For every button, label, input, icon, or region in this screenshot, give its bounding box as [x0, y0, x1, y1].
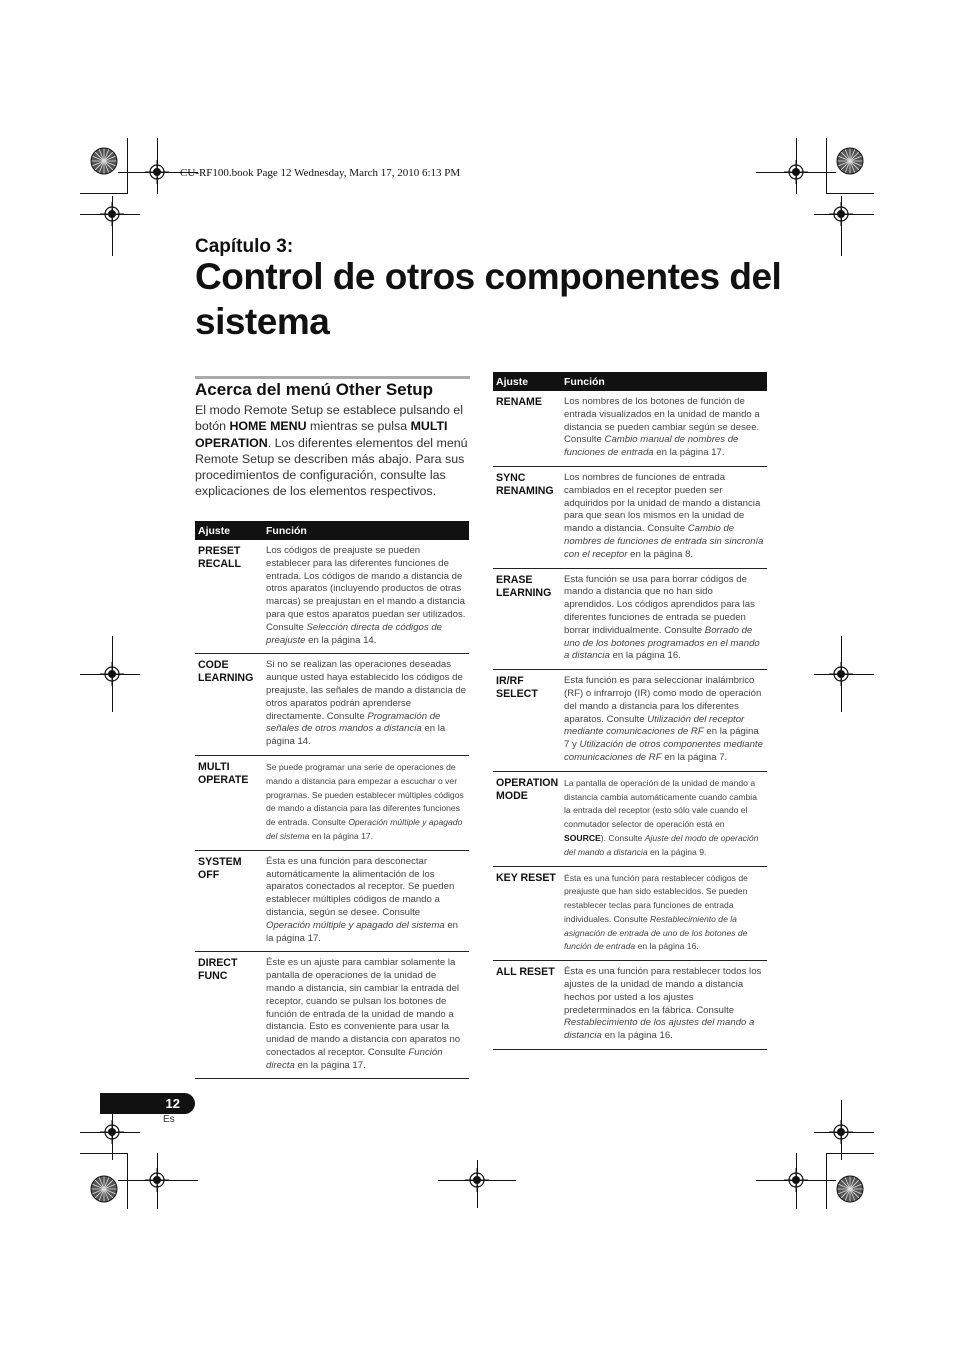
registration-target-icon: [829, 1120, 853, 1144]
cross-reference: Operación múltiple y apagado del sistema: [266, 817, 463, 841]
bold-text: SOURCE: [564, 832, 601, 843]
description-text: [564, 574, 760, 662]
crop-mark: [826, 1153, 827, 1209]
text-run: en la página 17.: [309, 830, 374, 841]
description-text: [266, 856, 458, 944]
registration-target-icon: [829, 662, 853, 686]
table-header-row: [493, 372, 767, 391]
text-run: Los nombres de los botones de función de entrada visualizados en la unidad de mando a distancia se pueden cambiar según se desee. Consulte: [564, 396, 760, 446]
setting-name: ERASE LEARNING: [493, 568, 561, 670]
setting-name: CODE LEARNING: [195, 654, 263, 756]
table-row: [493, 670, 767, 772]
text-run: en la página 14.: [266, 723, 446, 748]
text-run: Ésta es una función para desconectar automáticamente la alimentación de los aparatos conectados al receptor. Se pueden establecer múltiples códigos de mando a distancia, según se desee. Consulte: [266, 855, 455, 918]
text-run: Los nombres de funciones de entrada cambiados en el receptor pueden ser adquiridos por la unidad de mando a distancia para que sean los mismos en la unidad de mando a distancia. Consulte: [564, 471, 761, 535]
starburst-mark-icon: [835, 146, 865, 176]
description-text: [564, 873, 748, 952]
cross-reference: Utilización de otros componentes mediante comunicaciones de RF: [564, 739, 763, 763]
column-header-function: Función: [561, 372, 767, 391]
description-text: [266, 659, 466, 747]
text-run: Esta función se usa para borrar códigos de mando a distancia que no han sido aprendidos. Los códigos aprendidos para las diferentes funciones de entrada se pueden borrar individualmente. Consulte: [564, 573, 755, 636]
table-row: [493, 771, 767, 866]
text-run: Esta función es para seleccionar inalámbrico (RF) o infrarrojo (IR) como modo de operación del mando a distancia para los diferentes aparatos. Consulte: [564, 675, 762, 725]
cross-reference: Cambio manual de nombres de funciones de entrada: [564, 434, 739, 459]
table-row: [195, 850, 469, 952]
registration-target-icon: [145, 1168, 169, 1192]
table-row: [493, 391, 767, 466]
setting-description: [561, 670, 767, 772]
crop-mark: [127, 1153, 128, 1209]
starburst-mark-icon: [89, 146, 119, 176]
text-run: Ésta es una función para restablecer todos los ajustes de la unidad de mando a distancia hechos por usted a los ajustes predeterminados en la fábrica. Consulte: [564, 966, 762, 1016]
cross-reference: Función directa: [266, 1046, 443, 1071]
registration-target-icon: [784, 160, 808, 184]
setting-name: ALL RESET: [493, 961, 561, 1050]
setting-description: [561, 771, 767, 866]
setting-description: [561, 568, 767, 670]
registration-target-icon: [145, 160, 169, 184]
settings-table-left: [195, 521, 469, 1079]
page-language: Es: [163, 1114, 175, 1125]
text-run: mientras se pulsa: [306, 419, 411, 434]
chapter-label: Capítulo 3:: [195, 236, 294, 257]
table-row: [195, 654, 469, 756]
table-row: [195, 755, 469, 850]
section-intro: [195, 402, 471, 500]
bold-text: MULTI OPERATION: [195, 419, 448, 450]
column-header-function: Función: [263, 521, 469, 540]
text-run: en la página 17.: [294, 1059, 366, 1071]
description-text: [266, 957, 460, 1070]
description-text: [266, 762, 464, 841]
page-number-tab: [100, 1093, 195, 1114]
text-run: en la página 17.: [266, 919, 458, 944]
page-number: 12: [165, 1096, 180, 1111]
description-text: [564, 675, 763, 763]
setting-name: DIRECT FUNC: [195, 952, 263, 1079]
description-text: [564, 778, 758, 857]
setting-description: [561, 961, 767, 1050]
setting-name: SYSTEM OFF: [195, 850, 263, 952]
crop-mark: [826, 1153, 874, 1154]
text-run: . Los diferentes elementos del menú Remote Setup se describen más abajo. Para sus procedimientos de configuración, consulte las explicaciones de los elementos respectivos.: [195, 435, 468, 499]
description-text: [564, 472, 763, 560]
table-row: [493, 568, 767, 670]
registration-target-icon: [784, 1168, 808, 1192]
text-run: en la página 17.: [653, 447, 725, 459]
text-run: El modo Remote Setup se establece pulsando el botón: [195, 403, 463, 434]
setting-description: [263, 755, 469, 850]
chapter-title: Control de otros componentes del sistema: [195, 256, 782, 342]
crop-mark: [127, 138, 128, 194]
crop-mark: [80, 1153, 128, 1154]
table-row: [493, 961, 767, 1050]
setting-description: [561, 391, 767, 466]
text-run: en la página 7.: [661, 751, 728, 763]
text-run: Ésta es una función para restablecer códigos de preajuste que han sido establecidos. Se pueden restablecer teclas para funciones de entrada individuales. Consulte: [564, 872, 748, 924]
setting-description: [263, 850, 469, 952]
table-row: [195, 540, 469, 654]
setting-name: KEY RESET: [493, 866, 561, 961]
cross-reference: Restablecimiento de la asignación de entrada de uno de los botones de función de entrada: [564, 913, 748, 952]
text-run: Si no se realizan las operaciones deseadas aunque usted haya establecido los códigos de preajuste, las señales de mando a distancia de otros aparatos podrán aprenderse directamente. Consulte: [266, 659, 466, 722]
table-row: [493, 466, 767, 568]
setting-name: RENAME: [493, 391, 561, 466]
text-run: ). Consulte: [600, 832, 645, 843]
column-header-setting: Ajuste: [195, 521, 263, 540]
setting-name: IR/RF SELECT: [493, 670, 561, 772]
section-rule: [195, 376, 470, 379]
text-run: en la página 14.: [305, 634, 377, 646]
bold-text: HOME MENU: [229, 419, 307, 434]
description-text: [266, 545, 465, 646]
text-run: Se puede programar una serie de operaciones de mando a distancia para empezar a escuchar o ver programas. Se pueden establecer múltiples códigos de mando a distancia para las diferentes funciones de entrada. Consulte: [266, 761, 464, 828]
text-run: en la página 16.: [601, 1030, 673, 1042]
cross-reference: Utilización del receptor mediante comunicaciones de RF: [564, 713, 745, 738]
setting-description: [263, 540, 469, 654]
setting-description: [263, 952, 469, 1079]
settings-table-right: [493, 372, 767, 1050]
setting-description: [561, 466, 767, 568]
cross-reference: Ajuste del modo de operación del mando a distancia: [564, 832, 759, 857]
cross-reference: Restablecimiento de los ajustes del mando a distancia: [564, 1017, 755, 1042]
text-run: La pantalla de operación de la unidad de mando a distancia cambia automáticamente cuando cambia la entrada del receptor (esto sólo vale cuando el conmutador selector de operación está en: [564, 777, 757, 830]
setting-description: [263, 654, 469, 756]
column-header-setting: Ajuste: [493, 372, 561, 391]
description-text: [564, 396, 760, 458]
cross-reference: Borrado de uno de los botones programados en el mando a distancia: [564, 624, 760, 662]
table-row: [195, 952, 469, 1079]
registration-target-icon: [100, 1120, 124, 1144]
setting-name: SYNC RENAMING: [493, 466, 561, 568]
crop-mark: [80, 193, 128, 194]
crop-mark: [826, 193, 874, 194]
registration-target-icon: [100, 202, 124, 226]
text-run: en la página 16.: [635, 941, 699, 952]
text-run: en la página 16.: [609, 650, 681, 662]
registration-target-icon: [100, 662, 124, 686]
section-title: Acerca del menú Other Setup: [195, 380, 434, 399]
text-run: en la página 8.: [627, 548, 694, 560]
registration-target-icon: [829, 202, 853, 226]
table-row: [493, 866, 767, 961]
registration-target-icon: [465, 1168, 489, 1192]
starburst-mark-icon: [89, 1174, 119, 1204]
text-run: Éste es un ajuste para cambiar solamente la pantalla de operaciones de la unidad de mando a distancia, sin cambiar la entrada del receptor, cuando se pulsan los botones de función de entrada de la unidad de mando a distancia. Esto es conveniente para usar la unidad de mando a distancia con aparatos no conectados al receptor. Consulte: [266, 957, 461, 1058]
print-header-note: CU-RF100.book Page 12 Wednesday, March 17, 2010 6:13 PM: [180, 167, 461, 179]
crop-mark: [826, 138, 827, 194]
text-run: Los códigos de preajuste se pueden establecer para las diferentes funciones de entrada. Los códigos de mando a distancia de otros aparatos (incluyendo productos de otras marcas) se preajustan en el mando a distancia para que estos aparatos puedan ser utilizados. Consulte: [266, 545, 466, 633]
text-run: en la página 9.: [647, 846, 707, 857]
description-text: [564, 966, 761, 1041]
setting-description: [561, 866, 767, 961]
cross-reference: Programación de señales de otros mandos a distancia: [266, 710, 441, 735]
cross-reference: Operación múltiple y apagado del sistema: [266, 919, 445, 931]
cross-reference: Cambio de nombres de funciones de entrada sin sincronía con el receptor: [564, 523, 764, 560]
starburst-mark-icon: [835, 1174, 865, 1204]
setting-name: PRESET RECALL: [195, 540, 263, 654]
text-run: en la página 7 y: [564, 726, 759, 751]
setting-name: MULTI OPERATE: [195, 755, 263, 850]
cross-reference: Selección directa de códigos de preajuste: [266, 621, 442, 646]
table-header-row: [195, 521, 469, 540]
setting-name: OPERATION MODE: [493, 771, 561, 866]
